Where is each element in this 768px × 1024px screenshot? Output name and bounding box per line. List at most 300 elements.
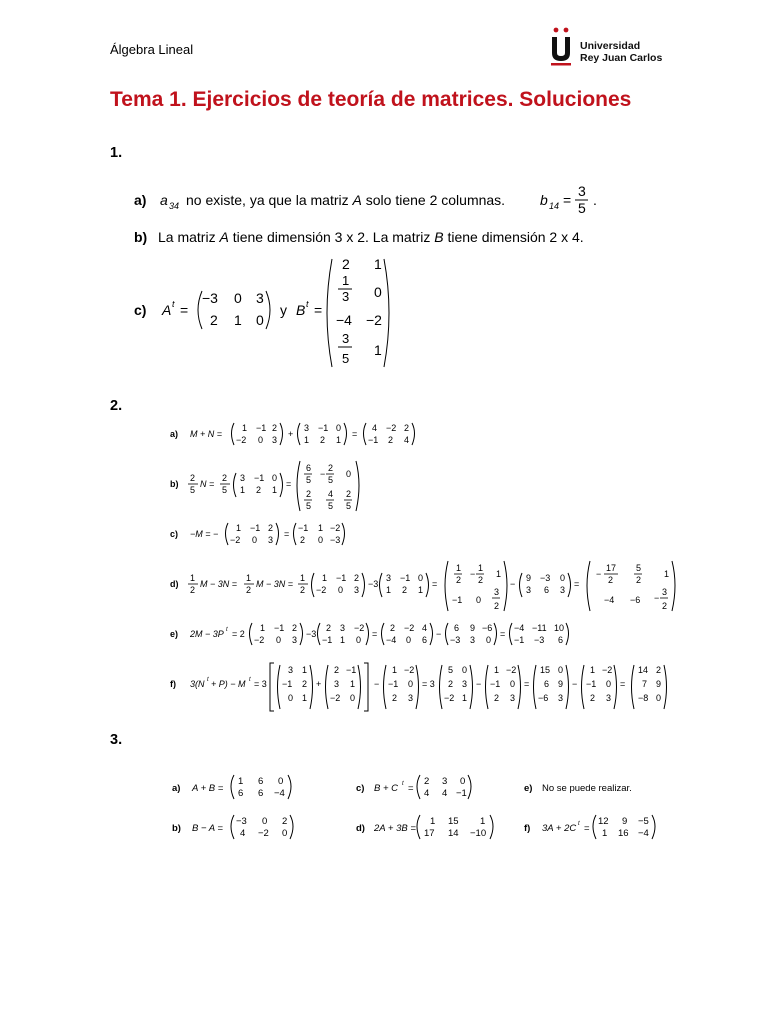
svg-text:M − 3N =: M − 3N = bbox=[200, 579, 238, 589]
svg-text:2: 2 bbox=[222, 473, 228, 483]
svg-text:3: 3 bbox=[354, 585, 360, 595]
svg-text:3: 3 bbox=[578, 183, 586, 199]
svg-text:=: = bbox=[500, 629, 506, 639]
svg-text:1: 1 bbox=[392, 665, 398, 675]
svg-text:−M = −: −M = − bbox=[190, 529, 219, 539]
svg-text:=: = bbox=[584, 823, 590, 834]
svg-text:−6: −6 bbox=[482, 623, 493, 633]
university-name bbox=[580, 40, 662, 64]
svg-text:0: 0 bbox=[486, 635, 492, 645]
svg-text:=: = bbox=[574, 579, 580, 589]
svg-text:y: y bbox=[280, 302, 287, 318]
svg-text:1: 1 bbox=[386, 585, 392, 595]
svg-text:2A + 3B =: 2A + 3B = bbox=[374, 823, 416, 834]
svg-text:0: 0 bbox=[418, 573, 424, 583]
svg-text:t: t bbox=[578, 821, 580, 827]
item-3b-label: b) bbox=[172, 823, 181, 834]
svg-text:0: 0 bbox=[262, 816, 268, 827]
svg-text:5: 5 bbox=[190, 485, 196, 495]
svg-text:=: = bbox=[286, 479, 292, 489]
svg-text:0: 0 bbox=[336, 423, 342, 433]
item-1b-label: b) bbox=[134, 229, 148, 245]
svg-text:0: 0 bbox=[560, 573, 566, 583]
item-2b-label: b) bbox=[170, 479, 179, 489]
svg-text:3: 3 bbox=[240, 473, 246, 483]
svg-text:9: 9 bbox=[558, 679, 564, 689]
svg-text:2: 2 bbox=[190, 585, 196, 595]
svg-text:=: = bbox=[432, 579, 438, 589]
svg-text:3: 3 bbox=[334, 679, 340, 689]
svg-text:3: 3 bbox=[494, 587, 500, 597]
svg-text:1: 1 bbox=[190, 573, 196, 583]
svg-text:5: 5 bbox=[306, 475, 312, 485]
svg-text:1: 1 bbox=[462, 693, 468, 703]
svg-text:1: 1 bbox=[302, 665, 308, 675]
svg-text:2: 2 bbox=[328, 463, 334, 473]
svg-text:3: 3 bbox=[560, 585, 566, 595]
svg-text:6: 6 bbox=[544, 679, 550, 689]
section-2-number: 2. bbox=[110, 398, 123, 414]
svg-text:3: 3 bbox=[408, 693, 414, 703]
svg-text:1: 1 bbox=[664, 569, 670, 579]
svg-text:−: − bbox=[476, 679, 482, 689]
svg-text:2: 2 bbox=[392, 693, 398, 703]
svg-text:−1: −1 bbox=[256, 423, 267, 433]
svg-text:−2: −2 bbox=[354, 623, 365, 633]
svg-text:−4: −4 bbox=[604, 595, 615, 605]
svg-text:−1: −1 bbox=[254, 473, 265, 483]
svg-text:1: 1 bbox=[236, 523, 242, 533]
svg-text:1: 1 bbox=[494, 665, 500, 675]
svg-text:−1: −1 bbox=[388, 679, 399, 689]
svg-text:3: 3 bbox=[470, 635, 476, 645]
svg-text:6: 6 bbox=[544, 585, 550, 595]
svg-text:B − A =: B − A = bbox=[192, 823, 223, 834]
svg-text:B: B bbox=[296, 302, 306, 318]
svg-text:−2: −2 bbox=[444, 693, 455, 703]
svg-text:−3: −3 bbox=[306, 629, 317, 639]
svg-text:−4: −4 bbox=[514, 623, 525, 633]
svg-text:2: 2 bbox=[326, 623, 332, 633]
svg-text:3: 3 bbox=[462, 679, 468, 689]
svg-text:−1: −1 bbox=[318, 423, 329, 433]
svg-text:0: 0 bbox=[346, 469, 352, 479]
svg-text:1: 1 bbox=[374, 342, 382, 358]
page-title: Tema 1. Ejercicios de teoría de matrices. Soluciones bbox=[110, 88, 632, 111]
svg-text:2: 2 bbox=[656, 665, 662, 675]
svg-text:1: 1 bbox=[322, 573, 328, 583]
svg-text:0: 0 bbox=[558, 665, 564, 675]
svg-text:4: 4 bbox=[422, 623, 428, 633]
svg-text:−: − bbox=[654, 593, 660, 603]
university-line2: Rey Juan Carlos bbox=[580, 52, 663, 64]
svg-text:12: 12 bbox=[598, 816, 609, 827]
svg-text:0: 0 bbox=[234, 290, 242, 306]
svg-text:4: 4 bbox=[404, 435, 410, 445]
svg-text:−2: −2 bbox=[386, 423, 397, 433]
svg-text:1: 1 bbox=[418, 585, 424, 595]
svg-text:2: 2 bbox=[342, 256, 350, 272]
university-line1: Universidad bbox=[580, 40, 641, 52]
svg-text:0: 0 bbox=[278, 776, 284, 787]
document-subject: Álgebra Lineal bbox=[110, 42, 194, 57]
svg-text:1: 1 bbox=[340, 635, 346, 645]
svg-text:5: 5 bbox=[578, 200, 586, 216]
svg-text:t: t bbox=[249, 677, 251, 683]
svg-text:17: 17 bbox=[424, 828, 435, 839]
svg-text:6: 6 bbox=[454, 623, 460, 633]
svg-text:9: 9 bbox=[526, 573, 532, 583]
svg-text:0: 0 bbox=[256, 312, 264, 328]
svg-text:2: 2 bbox=[282, 816, 288, 827]
svg-text:.: . bbox=[593, 192, 597, 208]
svg-text:3: 3 bbox=[340, 623, 346, 633]
svg-text:M + N =: M + N = bbox=[190, 429, 223, 439]
svg-text:3: 3 bbox=[386, 573, 392, 583]
svg-text:3: 3 bbox=[342, 331, 350, 346]
svg-text:−2: −2 bbox=[404, 665, 415, 675]
section-1-solutions bbox=[130, 175, 650, 375]
svg-text:2: 2 bbox=[478, 575, 484, 585]
svg-text:1: 1 bbox=[304, 435, 310, 445]
svg-text:1: 1 bbox=[336, 435, 342, 445]
svg-text:1: 1 bbox=[302, 693, 308, 703]
svg-text:−2: −2 bbox=[330, 523, 341, 533]
svg-text:1: 1 bbox=[318, 523, 324, 533]
item-2a-label: a) bbox=[170, 429, 179, 439]
svg-text:2: 2 bbox=[388, 435, 394, 445]
svg-text:2: 2 bbox=[662, 601, 668, 611]
svg-text:−10: −10 bbox=[470, 828, 487, 839]
svg-text:6: 6 bbox=[306, 463, 312, 473]
svg-text:=: = bbox=[620, 679, 626, 689]
svg-text:−: − bbox=[320, 469, 326, 479]
svg-text:4: 4 bbox=[424, 788, 430, 799]
svg-text:−3: −3 bbox=[534, 635, 545, 645]
svg-text:−3: −3 bbox=[236, 816, 247, 827]
svg-text:−8: −8 bbox=[638, 693, 649, 703]
svg-text:−: − bbox=[596, 569, 602, 579]
svg-text:= 3: = 3 bbox=[254, 679, 267, 689]
svg-text:2: 2 bbox=[268, 523, 274, 533]
item-2e-label: e) bbox=[170, 629, 179, 639]
svg-text:−1: −1 bbox=[452, 595, 463, 605]
svg-text:1: 1 bbox=[350, 679, 356, 689]
svg-text:N =: N = bbox=[200, 479, 215, 489]
svg-text:0: 0 bbox=[276, 635, 282, 645]
svg-text:0: 0 bbox=[272, 473, 278, 483]
item-2f-label: f) bbox=[170, 679, 176, 689]
svg-text:3: 3 bbox=[272, 435, 278, 445]
svg-text:t: t bbox=[172, 299, 175, 309]
svg-text:2: 2 bbox=[190, 473, 196, 483]
svg-text:−11: −11 bbox=[532, 623, 547, 633]
svg-text:2: 2 bbox=[256, 485, 262, 495]
svg-text:0: 0 bbox=[462, 665, 468, 675]
svg-text:0: 0 bbox=[656, 693, 662, 703]
svg-text:−2: −2 bbox=[230, 535, 241, 545]
svg-text:−1: −1 bbox=[336, 573, 347, 583]
svg-text:16: 16 bbox=[618, 828, 629, 839]
svg-text:1: 1 bbox=[238, 776, 244, 787]
svg-text:4: 4 bbox=[240, 828, 246, 839]
svg-text:M − 3N =: M − 3N = bbox=[256, 579, 294, 589]
svg-text:−2: −2 bbox=[602, 665, 613, 675]
svg-text:−2: −2 bbox=[366, 312, 382, 328]
svg-text:0: 0 bbox=[408, 679, 414, 689]
svg-text:0: 0 bbox=[406, 635, 412, 645]
svg-text:2: 2 bbox=[272, 423, 278, 433]
svg-text:2: 2 bbox=[456, 575, 462, 585]
section-2-solutions bbox=[160, 415, 720, 715]
svg-text:3A + 2C: 3A + 2C bbox=[542, 823, 577, 834]
svg-text:6: 6 bbox=[558, 635, 564, 645]
section-1-number: 1. bbox=[110, 145, 123, 161]
item-3c-label: c) bbox=[356, 783, 365, 794]
svg-text:14: 14 bbox=[549, 201, 560, 211]
svg-text:2: 2 bbox=[320, 435, 326, 445]
svg-text:b: b bbox=[540, 192, 548, 208]
svg-text:3: 3 bbox=[558, 693, 564, 703]
svg-text:−: − bbox=[510, 579, 516, 589]
logo-u-icon bbox=[551, 28, 571, 66]
svg-text:1: 1 bbox=[234, 312, 242, 328]
svg-text:3(N: 3(N bbox=[190, 679, 205, 689]
svg-text:a: a bbox=[160, 192, 168, 208]
svg-text:−3: −3 bbox=[540, 573, 551, 583]
svg-text:−1: −1 bbox=[514, 635, 525, 645]
svg-text:t: t bbox=[207, 677, 209, 683]
svg-text:6: 6 bbox=[258, 776, 264, 787]
svg-text:15: 15 bbox=[448, 816, 459, 827]
svg-text:4: 4 bbox=[328, 489, 334, 499]
svg-text:2: 2 bbox=[494, 601, 500, 611]
svg-text:0: 0 bbox=[282, 828, 288, 839]
svg-text:17: 17 bbox=[606, 563, 617, 573]
svg-text:0: 0 bbox=[460, 776, 466, 787]
svg-text:4: 4 bbox=[442, 788, 448, 799]
svg-text:−1: −1 bbox=[322, 635, 333, 645]
svg-text:−1: −1 bbox=[586, 679, 597, 689]
svg-text:3: 3 bbox=[662, 587, 668, 597]
svg-text:−3: −3 bbox=[450, 635, 461, 645]
svg-text:−1: −1 bbox=[282, 679, 293, 689]
svg-text:=: = bbox=[563, 192, 572, 208]
svg-text:−5: −5 bbox=[638, 816, 649, 827]
svg-text:0: 0 bbox=[476, 595, 482, 605]
svg-text:4: 4 bbox=[372, 423, 378, 433]
svg-text:5: 5 bbox=[346, 501, 352, 511]
svg-text:t: t bbox=[402, 781, 404, 787]
svg-text:5: 5 bbox=[328, 501, 334, 511]
svg-text:−4: −4 bbox=[274, 788, 285, 799]
svg-text:−1: −1 bbox=[456, 788, 467, 799]
svg-text:2: 2 bbox=[300, 535, 306, 545]
svg-text:9: 9 bbox=[656, 679, 662, 689]
svg-text:−: − bbox=[470, 569, 476, 579]
svg-text:−2: −2 bbox=[316, 585, 327, 595]
svg-text:3: 3 bbox=[342, 289, 350, 304]
svg-text:9: 9 bbox=[470, 623, 476, 633]
svg-text:+ P) − M: + P) − M bbox=[211, 679, 246, 689]
svg-text:−3: −3 bbox=[330, 535, 341, 545]
svg-text:2: 2 bbox=[346, 489, 352, 499]
svg-text:3: 3 bbox=[526, 585, 532, 595]
item-1a-label: a) bbox=[134, 192, 147, 208]
svg-text:−1: −1 bbox=[274, 623, 285, 633]
svg-text:2: 2 bbox=[390, 623, 396, 633]
svg-text:2: 2 bbox=[334, 665, 340, 675]
svg-text:3: 3 bbox=[292, 635, 298, 645]
svg-text:=: = bbox=[408, 783, 414, 794]
svg-text:La matriz A tiene dimensión 3: La matriz A tiene dimensión 3 x 2. La matriz B tiene dimensión 2 x 4. bbox=[158, 229, 584, 245]
svg-text:0: 0 bbox=[606, 679, 612, 689]
svg-text:2: 2 bbox=[608, 575, 614, 585]
item-3f-label: f) bbox=[524, 823, 531, 834]
item-2d-label: d) bbox=[170, 579, 179, 589]
svg-text:A: A bbox=[162, 302, 172, 318]
item-3e-text: No se puede realizar. bbox=[542, 783, 632, 794]
svg-text:−2: −2 bbox=[254, 635, 265, 645]
svg-text:3: 3 bbox=[288, 665, 294, 675]
svg-text:1: 1 bbox=[272, 485, 278, 495]
svg-text:1: 1 bbox=[300, 573, 306, 583]
svg-text:5: 5 bbox=[342, 351, 350, 366]
svg-text:0: 0 bbox=[338, 585, 344, 595]
svg-text:5: 5 bbox=[448, 665, 454, 675]
svg-text:−1: −1 bbox=[346, 665, 357, 675]
svg-text:−1: −1 bbox=[490, 679, 501, 689]
item-1c-label: c) bbox=[134, 302, 147, 318]
svg-text:no existe, ya que la matriz A: no existe, ya que la matriz A solo tiene 2 columnas. bbox=[186, 192, 506, 208]
svg-text:0: 0 bbox=[258, 435, 264, 445]
svg-text:2: 2 bbox=[448, 679, 454, 689]
svg-text:2: 2 bbox=[302, 679, 308, 689]
svg-text:−2: −2 bbox=[258, 828, 269, 839]
svg-text:1: 1 bbox=[246, 573, 252, 583]
svg-text:=: = bbox=[372, 629, 378, 639]
svg-text:+: + bbox=[288, 429, 294, 439]
svg-text:−1: −1 bbox=[250, 523, 261, 533]
svg-text:5: 5 bbox=[328, 475, 334, 485]
svg-text:1: 1 bbox=[260, 623, 266, 633]
svg-text:7: 7 bbox=[642, 679, 648, 689]
svg-text:2M − 3P: 2M − 3P bbox=[190, 629, 224, 639]
item-3d-label: d) bbox=[356, 823, 365, 834]
svg-text:−1: −1 bbox=[298, 523, 309, 533]
svg-text:2: 2 bbox=[636, 575, 642, 585]
svg-text:2: 2 bbox=[354, 573, 360, 583]
section-3-solutions bbox=[160, 765, 680, 855]
svg-text:6: 6 bbox=[422, 635, 428, 645]
svg-text:−2: −2 bbox=[404, 623, 415, 633]
svg-text:1: 1 bbox=[374, 256, 382, 272]
svg-text:−: − bbox=[572, 679, 578, 689]
svg-text:2: 2 bbox=[494, 693, 500, 703]
item-2c-label: c) bbox=[170, 529, 179, 539]
svg-text:2: 2 bbox=[300, 585, 306, 595]
svg-text:=: = bbox=[284, 529, 290, 539]
svg-text:2: 2 bbox=[306, 489, 312, 499]
svg-text:5: 5 bbox=[306, 501, 312, 511]
svg-text:1: 1 bbox=[590, 665, 596, 675]
svg-text:5: 5 bbox=[636, 563, 642, 573]
svg-text:34: 34 bbox=[169, 201, 180, 211]
svg-text:−2: −2 bbox=[506, 665, 517, 675]
item-3a-label: a) bbox=[172, 783, 181, 794]
svg-text:3: 3 bbox=[268, 535, 274, 545]
svg-text:0: 0 bbox=[318, 535, 324, 545]
svg-text:0: 0 bbox=[510, 679, 516, 689]
svg-text:14: 14 bbox=[448, 828, 459, 839]
svg-text:15: 15 bbox=[540, 665, 551, 675]
svg-text:2: 2 bbox=[424, 776, 430, 787]
svg-text:1: 1 bbox=[240, 485, 246, 495]
svg-text:−2: −2 bbox=[236, 435, 247, 445]
svg-text:1: 1 bbox=[430, 816, 436, 827]
svg-text:−3: −3 bbox=[368, 579, 379, 589]
svg-text:=: = bbox=[180, 302, 189, 318]
svg-text:1: 1 bbox=[242, 423, 248, 433]
svg-text:14: 14 bbox=[638, 665, 649, 675]
svg-text:+: + bbox=[316, 679, 322, 689]
svg-text:2: 2 bbox=[402, 585, 408, 595]
svg-text:3: 3 bbox=[304, 423, 310, 433]
svg-text:1: 1 bbox=[480, 816, 486, 827]
svg-text:2: 2 bbox=[246, 585, 252, 595]
svg-text:1: 1 bbox=[478, 563, 484, 573]
svg-text:0: 0 bbox=[356, 635, 362, 645]
svg-text:−3: −3 bbox=[202, 290, 218, 306]
svg-text:−4: −4 bbox=[638, 828, 649, 839]
svg-text:B + C: B + C bbox=[374, 783, 399, 794]
svg-text:−: − bbox=[374, 679, 380, 689]
svg-text:3: 3 bbox=[606, 693, 612, 703]
svg-text:−: − bbox=[436, 629, 442, 639]
item-3e-label: e) bbox=[524, 783, 533, 794]
svg-text:0: 0 bbox=[252, 535, 258, 545]
svg-text:=: = bbox=[352, 429, 358, 439]
svg-text:9: 9 bbox=[622, 816, 628, 827]
svg-text:−2: −2 bbox=[330, 693, 341, 703]
svg-text:2: 2 bbox=[210, 312, 218, 328]
svg-text:6: 6 bbox=[238, 788, 244, 799]
svg-text:= 2: = 2 bbox=[232, 629, 245, 639]
svg-text:−1: −1 bbox=[400, 573, 411, 583]
svg-text:2: 2 bbox=[292, 623, 298, 633]
svg-text:−1: −1 bbox=[368, 435, 379, 445]
section-3-number: 3. bbox=[110, 732, 123, 748]
svg-text:2: 2 bbox=[590, 693, 596, 703]
svg-text:5: 5 bbox=[222, 485, 228, 495]
svg-text:0: 0 bbox=[350, 693, 356, 703]
svg-text:0: 0 bbox=[374, 284, 382, 300]
svg-text:−6: −6 bbox=[538, 693, 549, 703]
svg-text:t: t bbox=[226, 627, 228, 633]
svg-text:=: = bbox=[524, 679, 530, 689]
svg-text:=: = bbox=[314, 302, 323, 318]
svg-text:−4: −4 bbox=[336, 312, 352, 328]
svg-text:1: 1 bbox=[496, 569, 502, 579]
svg-text:−6: −6 bbox=[630, 595, 641, 605]
svg-text:−4: −4 bbox=[386, 635, 397, 645]
svg-text:3: 3 bbox=[510, 693, 516, 703]
svg-text:6: 6 bbox=[258, 788, 264, 799]
svg-text:t: t bbox=[306, 299, 309, 309]
svg-text:1: 1 bbox=[602, 828, 608, 839]
svg-text:= 3: = 3 bbox=[422, 679, 435, 689]
svg-text:10: 10 bbox=[554, 623, 565, 633]
